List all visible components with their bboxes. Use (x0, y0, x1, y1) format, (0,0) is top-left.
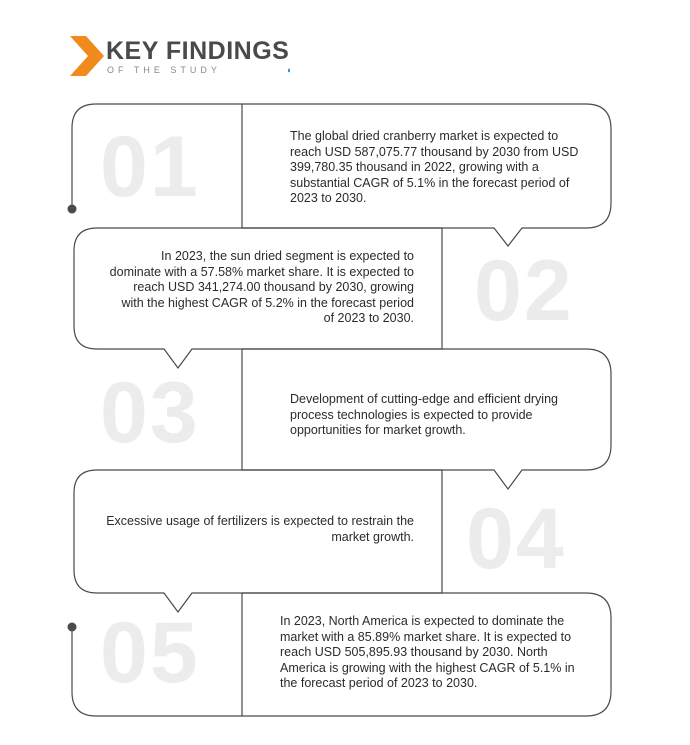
page-title: KEY FINDINGS (106, 37, 290, 65)
finding-text-5: In 2023, North America is expected to dominate the market with a 85.89% market share. It is expected to reach USD 505,895.93 thousand by 2030. North America is growing with the highest CAGR of 5.1% in the forecast period of 2023 to 2030. (280, 614, 575, 690)
finding-number-5: 05 (100, 605, 200, 701)
finding-text-3: Development of cutting-edge and efficient drying process technologies is expected to provide opportunities for market growth. (290, 392, 558, 437)
finding-text-2: In 2023, the sun dried segment is expected to dominate with a 57.58% market share. It is expected to reach USD 341,274.00 thousand by 2030, growing with the highest CAGR of 5.2% in the forecast period of 2023 to 2030. (109, 249, 414, 325)
connector-dot-top (68, 205, 77, 214)
finding-number-1: 01 (100, 119, 200, 215)
page-subtitle: OF THE STUDY (107, 65, 221, 75)
finding-text-4: Excessive usage of fertilizers is expected to restrain the market growth. (106, 514, 414, 544)
connector-dot-bottom (68, 623, 77, 632)
finding-text-1: The global dried cranberry market is expected to reach USD 587,075.77 thousand by 2030 from USD 399,780.35 thousand in 2022, growing with a substantial CAGR of 5.1% in the forecast period of 2023 to 2030. (290, 129, 579, 205)
finding-number-3: 03 (100, 365, 200, 461)
finding-number-2: 02 (474, 243, 574, 339)
accent-mark-icon: ◖ (286, 65, 292, 75)
finding-number-4: 04 (466, 491, 566, 587)
